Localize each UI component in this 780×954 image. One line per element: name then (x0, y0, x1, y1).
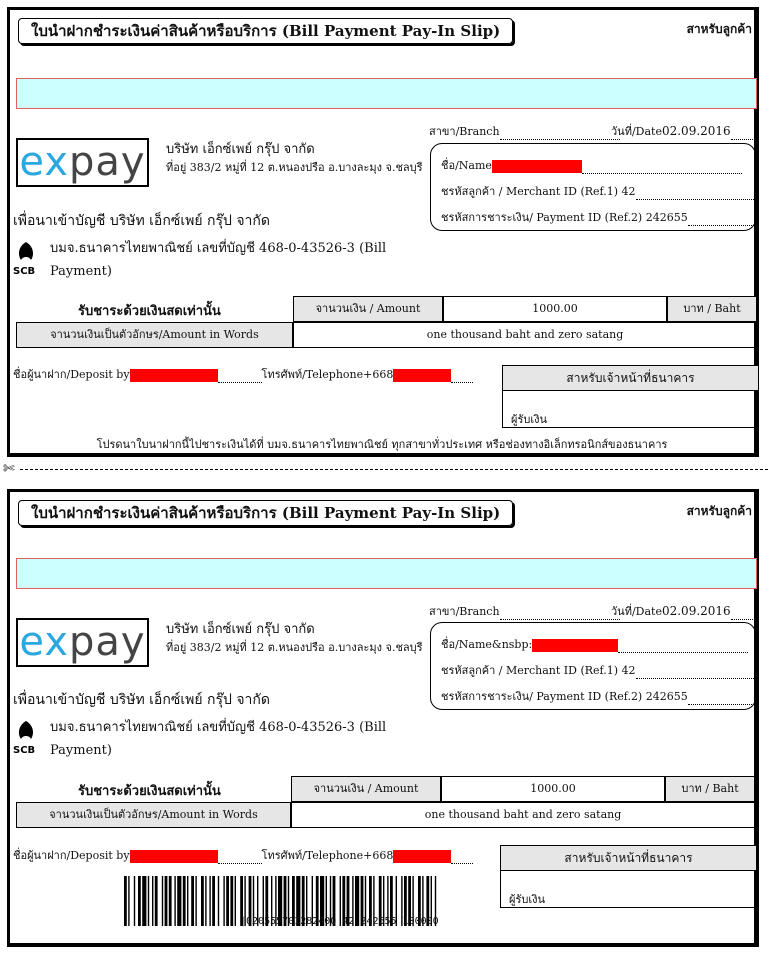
merchant-id-field: ชรหัสลูกค้า / Merchant ID (Ref.1) 42 (441, 182, 756, 200)
amount-words-label-cell: จานวนเงินเป็นตัวอักษร/Amount in Words (16, 322, 293, 348)
barcode-bar (183, 876, 186, 926)
cash-only-label: รับชาระด้วยเงินสดเท่านั้น (78, 784, 221, 799)
barcode-bar (169, 876, 172, 926)
scb-bank-icon (13, 719, 39, 755)
barcode-bar (155, 876, 158, 926)
scb-bank-icon (13, 240, 39, 276)
bank-officer-box (500, 845, 757, 908)
amount-value-cell: 1000.00 (443, 296, 667, 322)
date-field: วันที่/Date02.09.2016 (611, 602, 753, 620)
highlight-band (16, 558, 757, 589)
company-name: บริษัท เอ็กซ์เพย์ กรุ๊ป จากัด (166, 142, 315, 157)
expay-logo: expay (16, 138, 149, 187)
bank-officer-box (502, 365, 759, 428)
customer-copy-label: สาหรับลูกค้า (686, 504, 752, 518)
branch-field: สาขา/Branch (429, 122, 620, 140)
barcode-bar (230, 876, 233, 926)
barcode-bar (162, 876, 163, 926)
deposit-by-field: ชื่อผู้นาฝาก/Deposit by โทรศัพท์/Telephone+668 (13, 365, 473, 383)
merchant-info-box (430, 143, 756, 231)
redacted-name (492, 160, 582, 173)
barcode-bar (134, 876, 135, 926)
scissors-icon: ✄ (3, 461, 15, 477)
name-field: ชื่อ/Name&nsbp: (441, 635, 748, 653)
payment-id-field: ชรหัสการชาระเงิน/ Payment ID (Ref.2) 242655 (441, 687, 758, 705)
amount-words-value-cell: one thousand baht and zero satang (291, 802, 755, 828)
barcode-bar (138, 876, 141, 926)
cut-line (20, 469, 768, 470)
barcode-bar (191, 876, 194, 926)
barcode-bar (201, 876, 204, 926)
barcode-bar (148, 876, 149, 926)
receiver-field: ผู้รับเงิน (509, 890, 740, 908)
currency-cell: บาท / Baht (665, 776, 755, 802)
bank-officer-header: สาหรับเจ้าหน้าที่ธนาคาร (503, 366, 758, 391)
expay-logo: expay (16, 618, 149, 667)
barcode-bar (177, 876, 181, 926)
company-address: ที่อยู่ 383/2 หมู่ที่ 12 ต.หนองปรือ อ.บางละมุง จ.ชลบุรี (166, 161, 423, 174)
company-name: บริษัท เอ็กซ์เพย์ กรุ๊ป จากัด (166, 622, 315, 637)
svg-text:SCB: SCB (13, 266, 36, 276)
deposit-to-account: เพื่อนาเข้าบัญชี บริษัท เอ็กซ์เพย์ กรุ๊ป จากัด (13, 213, 270, 229)
svg-text:SCB: SCB (13, 745, 36, 755)
barcode-bar (174, 876, 175, 926)
barcode-bar (209, 876, 210, 926)
bank-officer-header: สาหรับเจ้าหน้าที่ธนาคาร (501, 846, 756, 871)
merchant-id-field: ชรหัสลูกค้า / Merchant ID (Ref.1) 42 (441, 661, 756, 679)
barcode-bar (165, 876, 168, 926)
redacted-name (532, 639, 618, 652)
bank-account-line: บมจ.ธนาคารไทยพาณิชย์ เลขที่บัญชี 468-0-43526-3 (Bill Payment) (50, 720, 387, 758)
payment-id-field: ชรหัสการชาระเงิน/ Payment ID (Ref.2) 242655 (441, 208, 758, 226)
barcode-bar (218, 876, 219, 926)
barcode-bar (187, 876, 188, 926)
currency-cell: บาท / Baht (667, 296, 757, 322)
bank-account-line: บมจ.ธนาคารไทยพาณิชย์ เลขที่บัญชี 468-0-43526-3 (Bill Payment) (50, 241, 387, 279)
highlight-band (16, 78, 757, 109)
amount-value-cell: 1000.00 (441, 776, 665, 802)
deposit-by-field: ชื่อผู้นาฝาก/Deposit by โทรศัพท์/Telephone+668 (13, 846, 473, 864)
slip-title: ใบนำฝากชำระเงินค่าสินค้าหรือบริการ (Bill Payment Pay-In Slip) (18, 18, 513, 44)
redacted-depositor (130, 369, 218, 382)
merchant-info-box (430, 622, 756, 710)
date-field: วันที่/Date02.09.2016 (611, 122, 753, 140)
branch-field: สาขา/Branch (429, 602, 620, 620)
barcode-bar (223, 876, 224, 926)
footer-note: โปรดนาใบนาฝากนี้ไปชาระเงินได้ที่ บมจ.ธนาคารไทยพาณิชย์ ทุกสาขาทั่วประเทศ หรือช่องทางอิเล็กทรอนิกส์ของธนาคาร (96, 438, 668, 451)
company-address: ที่อยู่ 383/2 หมู่ที่ 12 ต.หนองปรือ อ.บางละมุง จ.ชลบุรี (166, 641, 423, 654)
amount-words-label-cell: จานวนเงินเป็นตัวอักษร/Amount in Words (16, 802, 291, 828)
pay-in-slip-customer-top (7, 7, 759, 457)
pay-in-slip-bank-bottom (7, 489, 759, 947)
deposit-to-account: เพื่อนาเข้าบัญชี บริษัท เอ็กซ์เพย์ กรุ๊ป จากัด (13, 692, 270, 708)
barcode-bar (124, 876, 127, 926)
customer-copy-label: สาหรับลูกค้า (686, 22, 752, 36)
amount-label-cell: จานวนเงิน / Amount (291, 776, 441, 802)
barcode-bar (152, 876, 153, 926)
barcode-bar (128, 876, 129, 926)
barcode-bar (226, 876, 229, 926)
redacted-telephone (393, 850, 451, 863)
amount-words-value-cell: one thousand baht and zero satang (293, 322, 757, 348)
amount-label-cell: จานวนเงิน / Amount (293, 296, 443, 322)
barcode-bar (212, 876, 215, 926)
slip-title: ใบนำฝากชำระเงินค่าสินค้าหรือบริการ (Bill Payment Pay-In Slip) (18, 500, 513, 526)
name-field: ชื่อ/Name (441, 156, 742, 174)
redacted-telephone (393, 369, 451, 382)
barcode-bar (195, 876, 196, 926)
barcode-bar (142, 876, 146, 926)
receiver-field: ผู้รับเงิน (511, 410, 742, 428)
barcode-bar (235, 876, 236, 926)
cash-only-label: รับชาระด้วยเงินสดเท่านั้น (78, 304, 221, 319)
redacted-depositor (130, 850, 218, 863)
barcode-number: |020555701282400 42 242655 100000 (240, 916, 439, 927)
barcode-bar (205, 876, 206, 926)
